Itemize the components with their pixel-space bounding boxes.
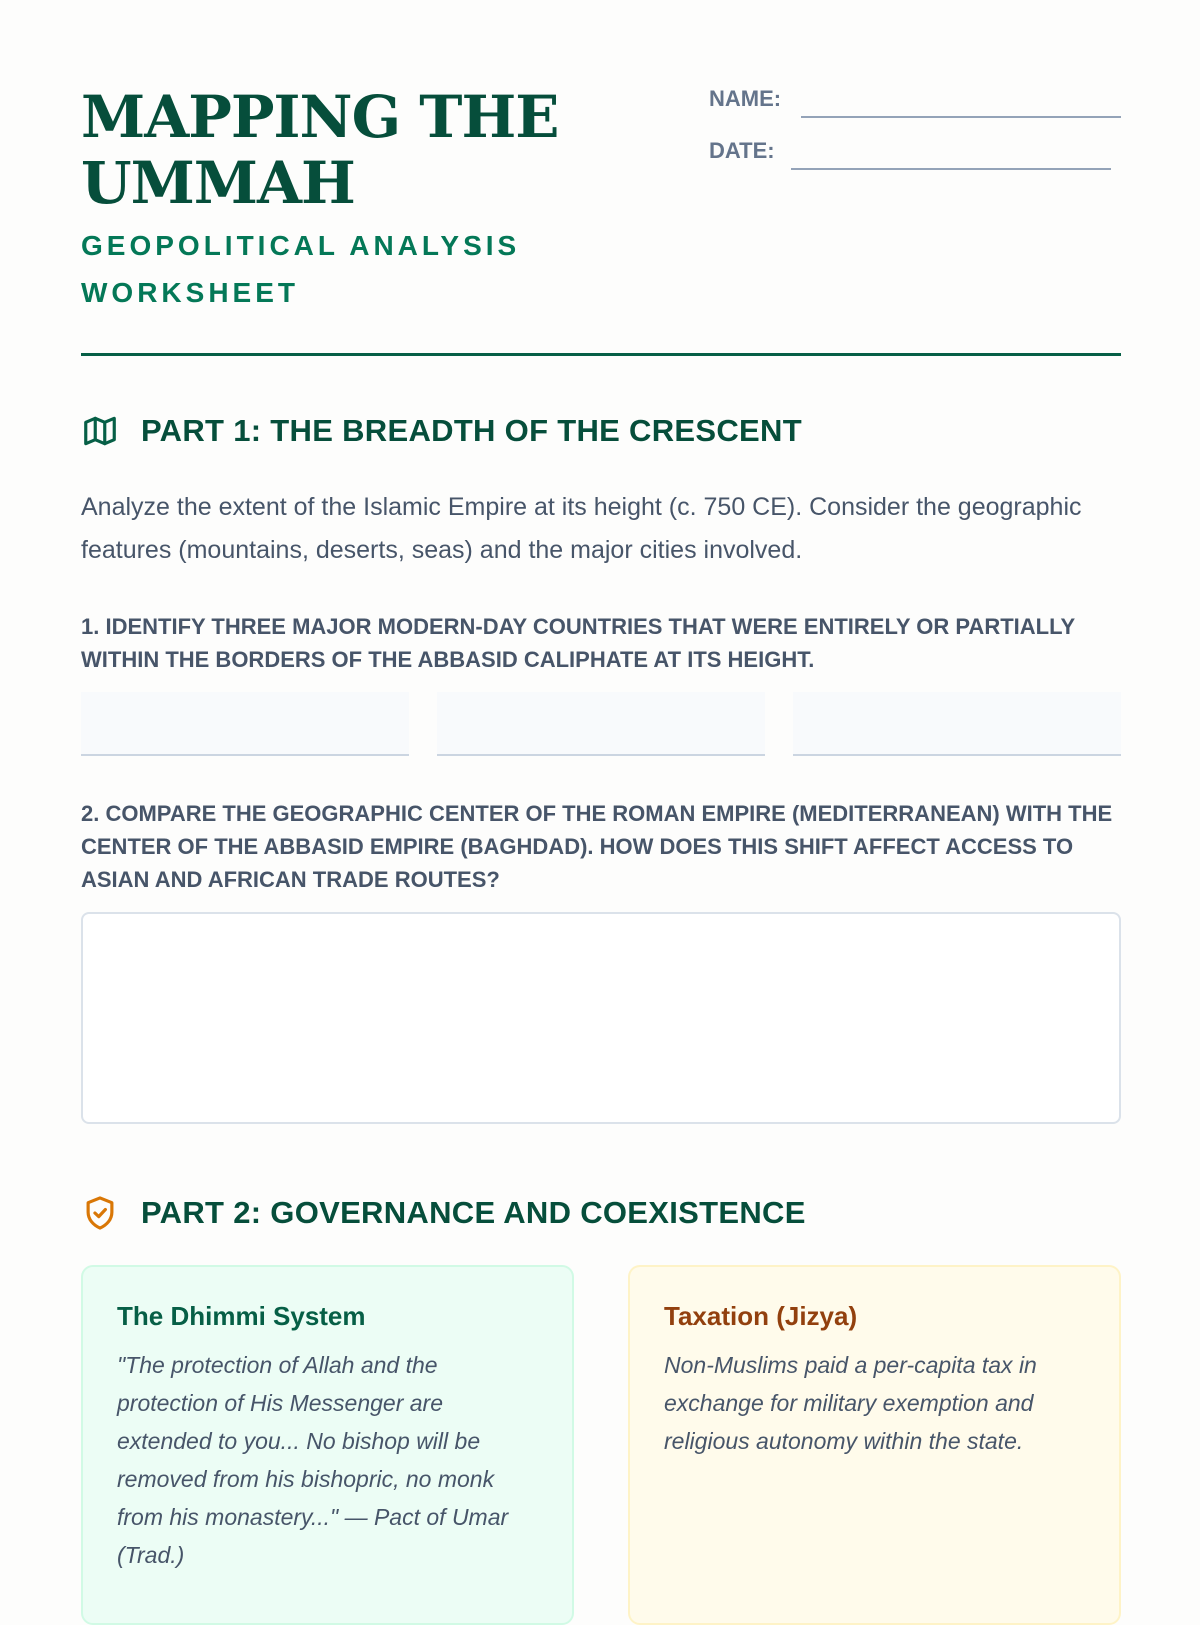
date-field[interactable] bbox=[709, 136, 1121, 188]
country-answer-1[interactable] bbox=[81, 692, 409, 756]
shield-check-icon bbox=[81, 1194, 119, 1232]
question-2-answer-box[interactable] bbox=[81, 912, 1121, 1124]
name-field[interactable] bbox=[709, 84, 1121, 136]
jizya-card-title: Taxation (Jizya) bbox=[664, 1301, 858, 1331]
country-answers bbox=[81, 692, 1121, 756]
dhimmi-system-card bbox=[81, 1265, 574, 1625]
country-answer-3[interactable] bbox=[793, 692, 1121, 756]
page-subtitle: GEOPOLITICAL ANALYSIS WORKSHEET bbox=[81, 230, 521, 308]
country-answer-2[interactable] bbox=[437, 692, 765, 756]
dhimmi-card-text: "The protection of Allah and the protection of His Messenger are extended to you... No bishop will be removed from his bishopric, no monk from his monastery..." — Pact of Umar (Trad.) bbox=[117, 1352, 509, 1568]
header-divider bbox=[81, 353, 1121, 356]
question-1: 1. IDENTIFY THREE MAJOR MODERN-DAY COUNTRIES THAT WERE ENTIRELY OR PARTIALLY WITHIN THE BORDERS OF THE ABBASID CALIPHATE AT ITS HEIGHT. bbox=[81, 614, 1075, 672]
part1-heading: PART 1: THE BREADTH OF THE CRESCENT bbox=[141, 413, 802, 448]
page-title: MAPPING THE UMMAH bbox=[81, 83, 559, 217]
dhimmi-card-title: The Dhimmi System bbox=[117, 1301, 366, 1331]
map-icon bbox=[81, 412, 119, 450]
date-label: DATE: bbox=[709, 138, 775, 163]
part1-intro: Analyze the extent of the Islamic Empire at its height (c. 750 CE). Consider the geographic features (mountains, deserts, seas) and the major cities involved. bbox=[81, 493, 1082, 564]
student-info bbox=[709, 84, 1121, 188]
jizya-card bbox=[628, 1265, 1121, 1625]
part2-heading-row bbox=[81, 1194, 806, 1232]
part1-heading-row bbox=[81, 412, 802, 450]
date-input-line[interactable] bbox=[791, 168, 1111, 170]
part2-heading: PART 2: GOVERNANCE AND COEXISTENCE bbox=[141, 1195, 806, 1230]
name-label: NAME: bbox=[709, 86, 782, 111]
question-2: 2. COMPARE THE GEOGRAPHIC CENTER OF THE ROMAN EMPIRE (MEDITERRANEAN) WITH THE CENTER OF THE ABBASID EMPIRE (BAGHDAD). HOW DOES THIS SHIFT AFFECT ACCESS TO ASIAN AND AFRICAN TRADE ROUTES? bbox=[81, 801, 1113, 892]
jizya-card-text: Non-Muslims paid a per-capita tax in exchange for military exemption and religious autonomy within the state. bbox=[664, 1352, 1037, 1454]
name-input-line[interactable] bbox=[801, 116, 1121, 118]
